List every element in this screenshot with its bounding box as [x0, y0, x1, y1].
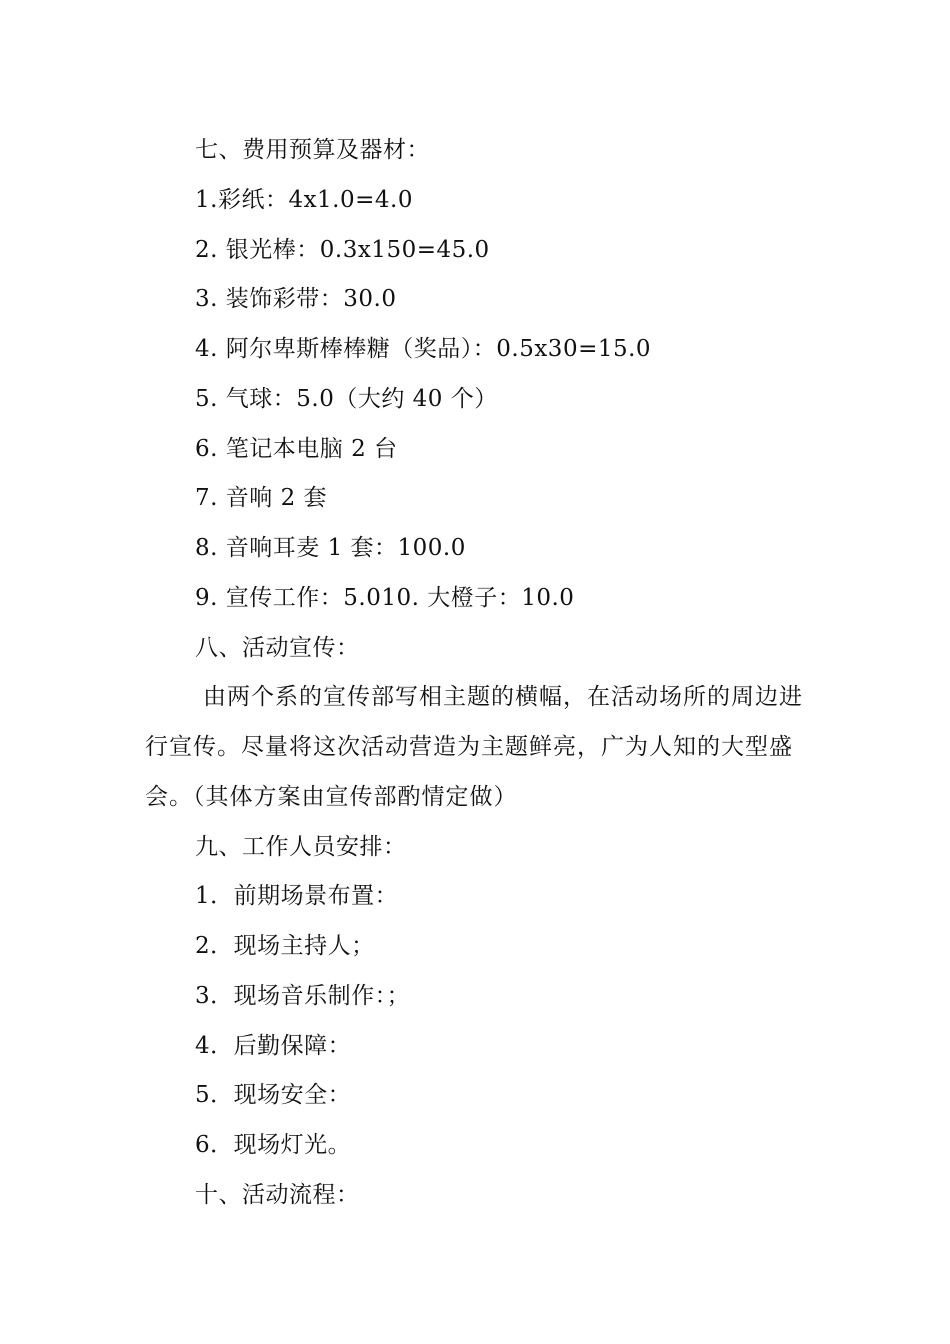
- staff-item-1: 1．前期场景布置：: [195, 883, 399, 909]
- section-9-heading: 九、工作人员安排：: [195, 834, 407, 860]
- budget-item-8: 8. 音响耳麦 1 套：100.0: [195, 535, 466, 561]
- section-8-paragraph: 由两个系的宣传部写相主题的横幅，在活动场所的周边进行宣传。尽量将这次活动营造为主题鲜亮，广为人知的大型盛会。（其体方案由宣传部酌情定做）: [145, 684, 803, 810]
- staff-item-4: 4．后勤保障：: [195, 1033, 352, 1059]
- section-7-heading: 七、费用预算及器材：: [195, 137, 430, 163]
- staff-item-6: 6．现场灯光。: [195, 1132, 352, 1158]
- budget-item-9: 9. 宣传工作：5.010. 大橙子：10.0: [195, 585, 575, 611]
- staff-item-5: 5．现场安全：: [195, 1082, 352, 1108]
- budget-item-6: 6. 笔记本电脑 2 台: [195, 436, 398, 462]
- budget-item-2: 2. 银光棒：0.3x150=45.0: [195, 237, 490, 263]
- staff-item-2: 2．现场主持人；: [195, 933, 375, 959]
- budget-item-4: 4. 阿尔卑斯棒棒糖（奖品）：0.5x30=15.0: [195, 336, 652, 362]
- budget-item-5: 5. 气球：5.0（大约 40 个）: [195, 386, 498, 412]
- section-8-heading: 八、活动宣传：: [195, 635, 360, 661]
- budget-item-7: 7. 音响 2 套: [195, 485, 328, 511]
- budget-item-1: 1.彩纸：4x1.0=4.0: [195, 187, 413, 213]
- section-10-heading: 十、活动流程：: [195, 1182, 360, 1208]
- staff-item-3: 3．现场音乐制作：；: [195, 983, 411, 1009]
- budget-item-3: 3. 装饰彩带：30.0: [195, 286, 397, 312]
